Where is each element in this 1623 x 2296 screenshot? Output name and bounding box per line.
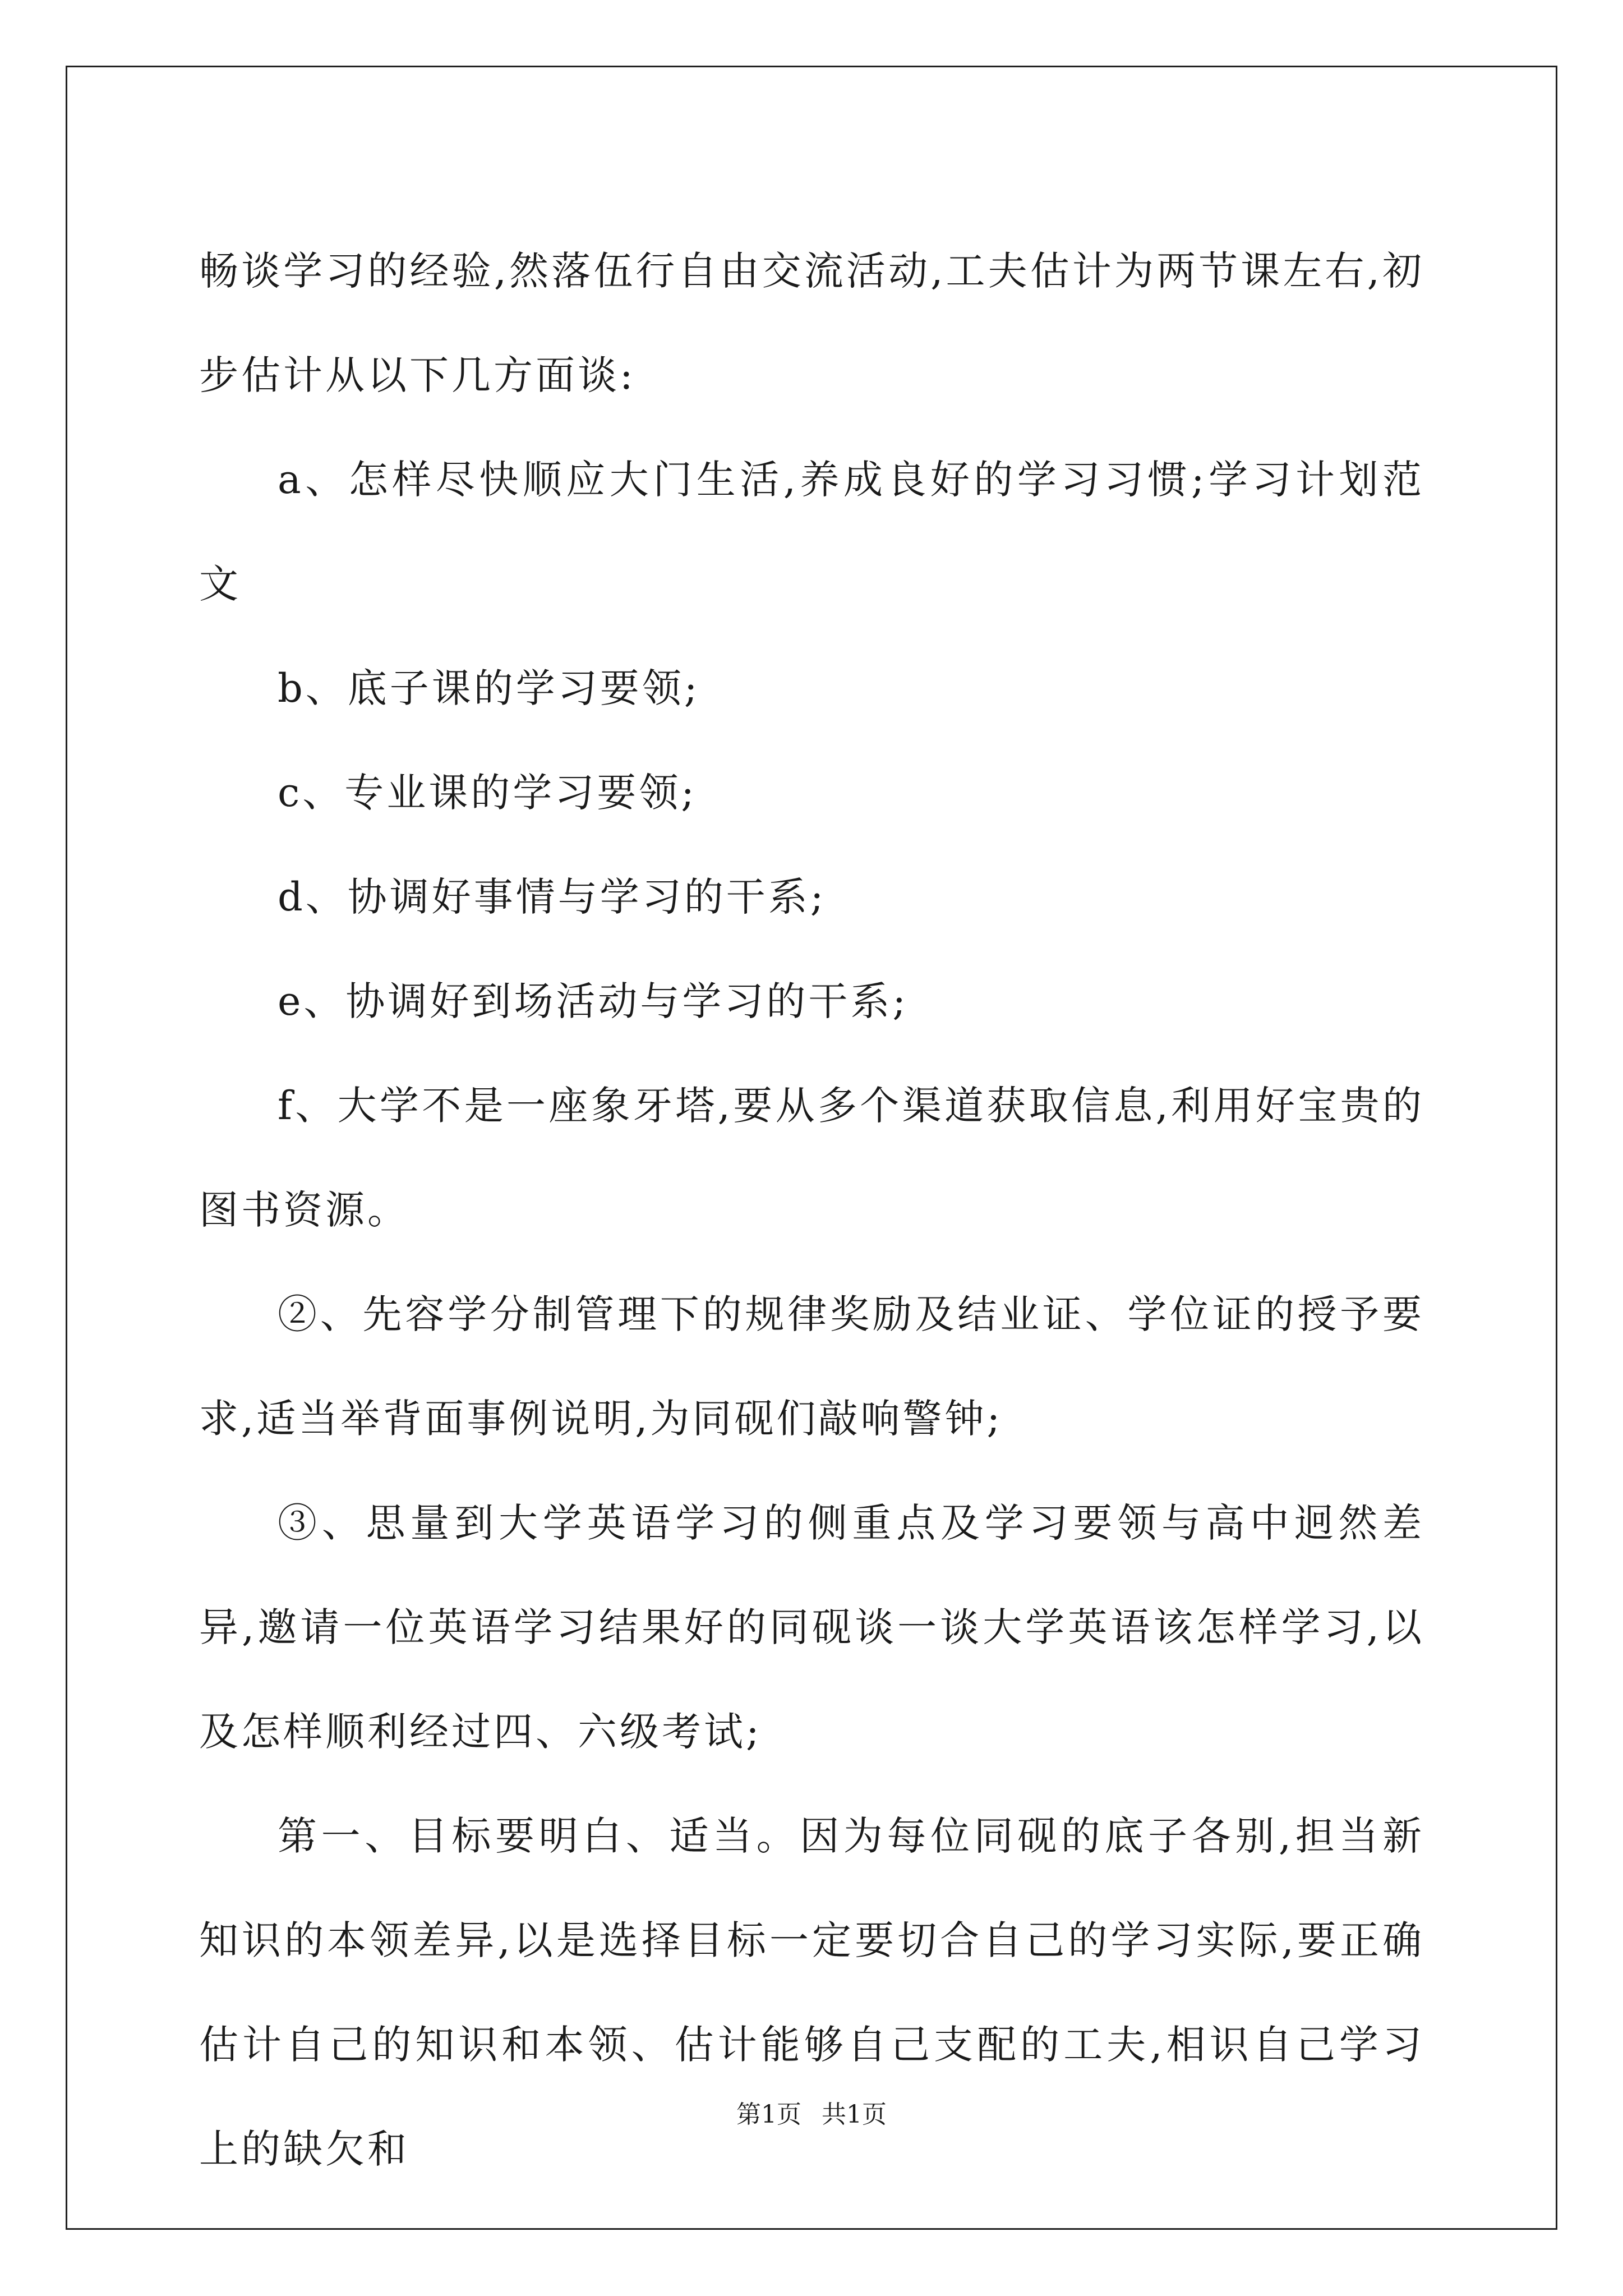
paragraph-6: e、协调好到场活动与学习的干系; bbox=[278, 978, 909, 1024]
paragraph-8: ②、先容学分制管理下的规律奖励及结业证、学位证的授予要求,适当举背面事例说明,为同砚们敲响警钟; bbox=[199, 1291, 1424, 1442]
paragraph-10: 第一、目标要明白、适当。因为每位同砚的底子各别,担当新知识的本领差异,以是选择目标一定要切合自己的学习实际,要正确估计自己的知识和本领、估计能够自己支配的工夫,相识自己学习上的缺欠和 bbox=[199, 1813, 1424, 2172]
page-number: 第1页 bbox=[736, 2100, 801, 2129]
paragraph-7: f、大学不是一座象牙塔,要从多个渠道获取信息,利用好宝贵的图书资源。 bbox=[199, 1083, 1424, 1233]
paragraph-4: c、专业课的学习要领; bbox=[278, 770, 697, 816]
page-total: 共1页 bbox=[822, 2100, 887, 2129]
paragraph-1: 畅谈学习的经验,然落伍行自由交流活动,工夫估计为两节课左右,初步估计从以下几方面谈: bbox=[199, 248, 1424, 398]
paragraph-5: d、协调好事情与学习的干系; bbox=[278, 874, 827, 920]
paragraph-2: a、怎样尽快顺应大门生活,养成良好的学习习惯;学习计划范文 bbox=[199, 457, 1424, 607]
paragraph-3: b、底子课的学习要领; bbox=[278, 665, 700, 711]
page-footer bbox=[0, 2098, 1623, 2132]
document-body bbox=[199, 219, 1424, 2201]
paragraph-9: ③、思量到大学英语学习的侧重点及学习要领与高中迥然差异,邀请一位英语学习结果好的同砚谈一谈大学英语该怎样学习,以及怎样顺利经过四、六级考试; bbox=[199, 1500, 1424, 1755]
